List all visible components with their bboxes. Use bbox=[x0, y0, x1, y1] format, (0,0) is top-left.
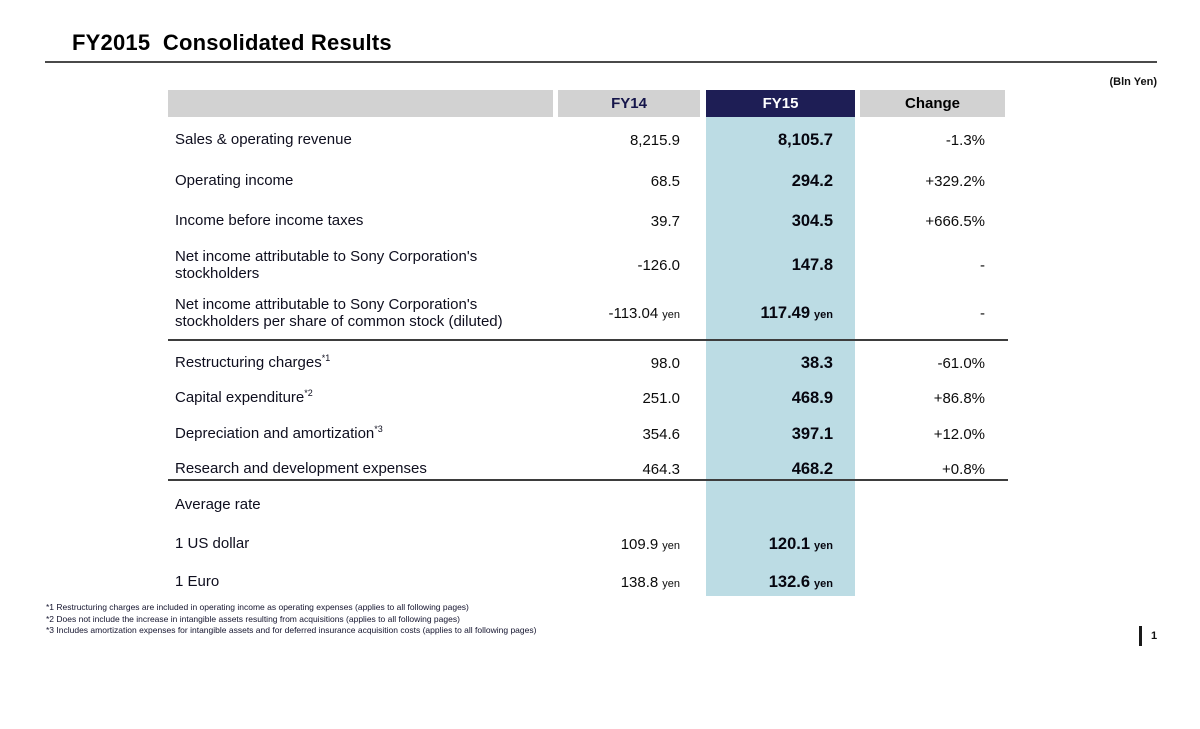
table-row-euro-rate bbox=[168, 564, 1005, 600]
table-row-sales-operating-revenue bbox=[168, 122, 1005, 158]
footnote-2: *2 Does not include the increase in intangible assets resulting from acquisitions (applies to all following pages) bbox=[46, 613, 460, 624]
fy15-value: 8,105.7 bbox=[777, 130, 833, 149]
fy14-value: 68.5 bbox=[650, 172, 680, 190]
section-divider-bottom bbox=[168, 479, 1008, 481]
section-divider-top bbox=[168, 339, 1008, 341]
unit-note: (Bln Yen) bbox=[1109, 76, 1157, 88]
change-value: +666.5% bbox=[925, 212, 985, 230]
change-value: - bbox=[980, 256, 985, 274]
fy14-unit: yen bbox=[662, 309, 680, 321]
fy15-value: 38.3 bbox=[800, 353, 833, 372]
row-label: Average rate bbox=[175, 496, 261, 514]
header-cell-fy14: FY14 bbox=[558, 90, 700, 117]
fy14-value: 251.0 bbox=[642, 389, 680, 407]
table-row-net-income-per-share bbox=[168, 291, 1005, 335]
fy15-value: 304.5 bbox=[791, 211, 833, 230]
row-label: Operating income bbox=[175, 172, 294, 190]
fy15-unit: yen bbox=[814, 578, 833, 590]
change-value: -61.0% bbox=[937, 354, 985, 372]
table-row-operating-income bbox=[168, 163, 1005, 199]
footnote-marker: *1 bbox=[321, 353, 331, 364]
fy14-value: 138.8 bbox=[620, 573, 659, 591]
table-row-restructuring-charges bbox=[168, 346, 1005, 380]
row-label: Sales & operating revenue bbox=[175, 131, 352, 149]
header-cell-fy15: FY15 bbox=[706, 90, 855, 117]
change-value: +329.2% bbox=[925, 172, 985, 190]
fy15-value: 120.1 bbox=[768, 534, 811, 553]
change-value: -1.3% bbox=[945, 131, 985, 149]
row-label: Net income attributable to Sony Corporation's stockholders per share of common stock (diluted) bbox=[175, 295, 503, 330]
fy15-value: 397.1 bbox=[791, 424, 833, 443]
footnote-1: *1 Restructuring charges are included in operating income as operating expenses (applies to all following pages) bbox=[46, 602, 469, 612]
row-label: Net income attributable to Sony Corporation's stockholders bbox=[175, 247, 478, 282]
fy15-value: 468.2 bbox=[791, 459, 833, 478]
row-label: Depreciation and amortization bbox=[175, 425, 375, 443]
table-row-average-rate bbox=[168, 488, 1005, 522]
fy14-value: 39.7 bbox=[650, 212, 680, 230]
footnote-3: *3 Includes amortization expenses for intangible assets and for deferred insurance acquisition costs (applies to all following pages) bbox=[46, 625, 537, 635]
footnotes bbox=[46, 602, 536, 637]
page-marker bbox=[1139, 626, 1157, 646]
table-row-net-income bbox=[168, 243, 1005, 287]
fy15-value: 132.6 bbox=[768, 572, 811, 591]
fy15-unit: yen bbox=[814, 540, 833, 552]
fy14-value: 354.6 bbox=[642, 425, 680, 443]
change-value: +0.8% bbox=[942, 460, 985, 478]
fy15-value: 117.49 bbox=[760, 303, 811, 322]
row-label: Research and development expenses bbox=[175, 460, 427, 478]
row-label: Capital expenditure bbox=[175, 389, 305, 407]
change-value: - bbox=[980, 304, 985, 322]
header-cell-change: Change bbox=[860, 90, 1005, 117]
change-value: +86.8% bbox=[933, 389, 985, 407]
row-label: Income before income taxes bbox=[175, 212, 364, 230]
page-number: 1 bbox=[1151, 630, 1158, 642]
row-label: 1 US dollar bbox=[175, 535, 250, 553]
table-header-row bbox=[168, 90, 1005, 117]
page-number-divider bbox=[1139, 626, 1142, 646]
fy14-unit: yen bbox=[662, 578, 680, 590]
fy15-value: 294.2 bbox=[791, 171, 833, 190]
page-title: FY2015 Consolidated Results bbox=[72, 30, 392, 55]
fy14-value: 98.0 bbox=[650, 354, 680, 372]
change-value: +12.0% bbox=[933, 425, 985, 443]
fy14-value: 464.3 bbox=[642, 460, 680, 478]
fy15-value: 147.8 bbox=[791, 255, 833, 274]
title-underline bbox=[45, 61, 1157, 63]
table-row-us-dollar-rate bbox=[168, 526, 1005, 562]
footnote-marker: *3 bbox=[374, 424, 383, 435]
footnote-marker: *2 bbox=[304, 388, 313, 399]
table-row-capital-expenditure bbox=[168, 381, 1005, 415]
fy15-value: 468.9 bbox=[791, 388, 833, 407]
fy14-unit: yen bbox=[662, 540, 680, 552]
row-label: 1 Euro bbox=[175, 573, 220, 591]
row-label: Restructuring charges bbox=[175, 354, 322, 372]
table-row-income-before-taxes bbox=[168, 203, 1005, 239]
fy15-unit: yen bbox=[814, 309, 833, 321]
fy14-value: 8,215.9 bbox=[629, 131, 680, 149]
fy14-value: -126.0 bbox=[637, 256, 680, 274]
fy14-value: 109.9 bbox=[620, 535, 659, 553]
fy14-value: -113.04 bbox=[608, 304, 659, 322]
header-cell-label bbox=[168, 90, 553, 117]
table-row-depreciation-amortization bbox=[168, 417, 1005, 451]
